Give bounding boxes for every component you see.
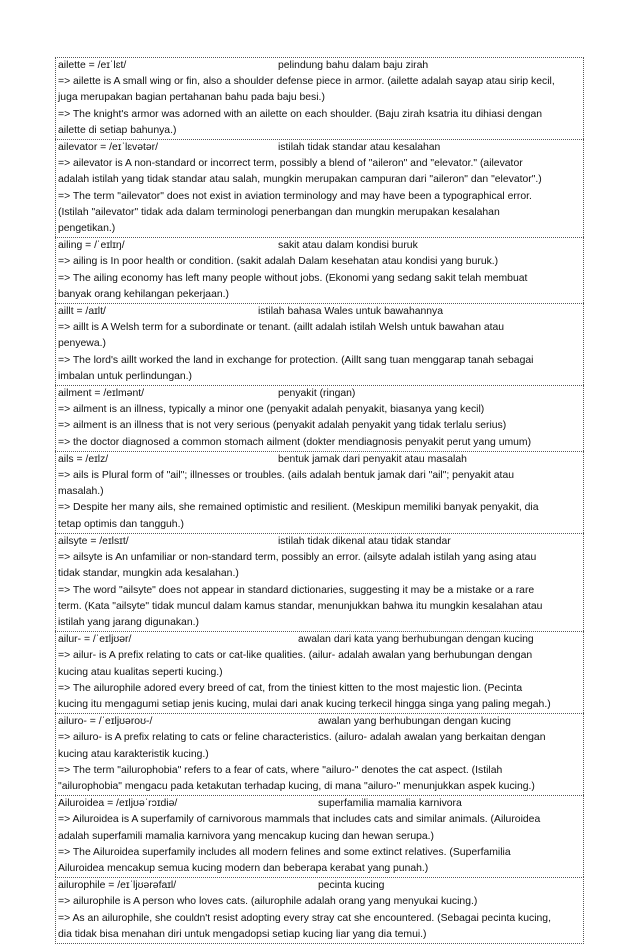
entry-line: istilah yang jarang digunakan.) bbox=[58, 616, 199, 628]
entry-line: => The Ailuroidea superfamily includes all modern felines and some extinct relatives. (Superfamilia bbox=[58, 846, 511, 858]
entry-line: kucing itu mengagumi setiap jenis kucing, mulai dari anak kucing terkecil hingga singa yang paling megah.) bbox=[58, 698, 551, 710]
entry-header bbox=[56, 304, 583, 320]
entry-line: => ailment is an illness that is not very serious (penyakit adalah penyakit yang tidak terlalu serius) bbox=[58, 420, 507, 432]
entry-line: => ailur- is A prefix relating to cats or cat-like qualities. (ailur- adalah awalan yang berhubungan dengan bbox=[58, 650, 533, 662]
dictionary-entry bbox=[55, 795, 584, 877]
entry-header bbox=[56, 140, 583, 156]
entry-term: ailing = /ˈeɪlɪŋ/ bbox=[58, 240, 125, 252]
entry-line: => The term "ailevator" does not exist in aviation terminology and may have been a typographical error. bbox=[58, 190, 532, 202]
entry-term: ailment = /eɪlmənt/ bbox=[58, 388, 144, 400]
dictionary-entry bbox=[55, 631, 584, 713]
entry-line: => The word "ailsyte" does not appear in standard dictionaries, suggesting it may be a mistake or a rare bbox=[58, 584, 535, 596]
entry-term: ailette = /eɪˈlɛt/ bbox=[58, 60, 127, 71]
entry-term: ailevator = /eɪˈlɛvətər/ bbox=[58, 142, 158, 154]
entry-line: (Istilah "ailevator" tidak ada dalam terminologi penerbangan dan mungkin merupakan kesalahan bbox=[58, 206, 500, 218]
entry-line: => ailevator is A non-standard or incorrect term, possibly a blend of "aileron" and "elevator." (ailevator bbox=[58, 158, 523, 170]
entry-term: aillt = /aɪlt/ bbox=[58, 306, 106, 318]
entry-line: tidak standar, mungkin ada kesalahan.) bbox=[58, 568, 239, 580]
entry-header bbox=[56, 534, 583, 550]
entry-gloss: bentuk jamak dari penyakit atau masalah bbox=[278, 453, 467, 465]
entry-line: => the doctor diagnosed a common stomach ailment (dokter mendiagnosis penyakit perut yang umum) bbox=[58, 436, 532, 448]
entry-line: Ailuroidea mencakup semua kucing modern dan beberapa kerabat yang punah.) bbox=[58, 862, 429, 874]
entry-line: => The ailing economy has left many people without jobs. (Ekonomi yang sedang sakit telah membuat bbox=[58, 272, 528, 284]
entry-line: => aillt is A Welsh term for a subordinate or tenant. (aillt adalah istilah Welsh untuk bawahan atau bbox=[58, 322, 505, 334]
entry-line: => ailsyte is An unfamiliar or non-standard term, possibly an error. (ailsyte adalah istilah yang asing atau bbox=[58, 552, 537, 564]
entry-header bbox=[56, 796, 583, 812]
entry-line: => The ailurophile adored every breed of cat, from the tiniest kitten to the most majestic lion. (Pecinta bbox=[58, 682, 523, 694]
entry-line: => ailment is an illness, typically a minor one (penyakit adalah penyakit, biasanya yang kecil) bbox=[58, 404, 485, 416]
entry-gloss: istilah tidak dikenal atau tidak standar bbox=[278, 535, 451, 547]
entry-line: kucing atau kualitas seperti kucing.) bbox=[58, 666, 223, 678]
entry-term: ailuro- = /ˈeɪljʊəroʊ-/ bbox=[58, 716, 153, 728]
dictionary-entry bbox=[55, 237, 584, 303]
entry-line: pengetikan.) bbox=[58, 223, 116, 235]
entry-line: adalah superfamili mamalia karnivora yang mencakup kucing dan hewan serupa.) bbox=[58, 830, 435, 842]
entry-line: => ailuro- is A prefix relating to cats or feline characteristics. (ailuro- adalah awalan yang berkaitan dengan bbox=[58, 732, 546, 744]
entry-term: Ailuroidea = /eɪljʊəˈrɔɪdiə/ bbox=[58, 798, 178, 810]
entry-line: => The term "ailurophobia" refers to a fear of cats, where "ailuro-" denotes the cat aspect. (Istilah bbox=[58, 764, 503, 776]
entry-header bbox=[56, 386, 583, 402]
entry-gloss: istilah tidak standar atau kesalahan bbox=[278, 142, 441, 154]
entry-line: adalah istilah yang tidak standar atau salah, mungkin merupakan campuran dari "aileron" dan "elevator".) bbox=[58, 174, 542, 186]
entry-line: tetap optimis dan tangguh.) bbox=[58, 518, 184, 530]
dictionary-entry bbox=[55, 451, 584, 533]
entry-gloss: istilah bahasa Wales untuk bawahannya bbox=[258, 306, 444, 318]
entry-gloss: superfamilia mamalia karnivora bbox=[318, 798, 462, 810]
entry-line: => The knight's armor was adorned with an ailette on each shoulder. (Baju zirah ksatria itu dihiasi dengan bbox=[58, 108, 543, 120]
entry-line: => Despite her many ails, she remained optimistic and resilient. (Meskipun memiliki banyak penyakit, dia bbox=[58, 502, 539, 514]
entry-term: ails = /eɪlz/ bbox=[58, 453, 109, 465]
entry-line: banyak orang kehilangan pekerjaan.) bbox=[58, 288, 229, 300]
entry-line: term. (Kata "ailsyte" tidak muncul dalam kamus standar, menunjukkan bahwa itu mungkin kesalahan atau bbox=[58, 600, 543, 612]
dictionary-entry bbox=[55, 877, 584, 944]
entry-line: => ailurophile is A person who loves cats. (ailurophile adalah orang yang menyukai kucing.) bbox=[58, 896, 478, 908]
entry-line: => ails is Plural form of "ail"; illnesses or troubles. (ails adalah bentuk jamak dari "ail"; penyakit atau bbox=[58, 470, 514, 482]
dictionary-list bbox=[55, 57, 584, 944]
dictionary-entry bbox=[55, 385, 584, 451]
entry-line: kucing atau karakteristik kucing.) bbox=[58, 748, 209, 760]
entry-line: juga merupakan bagian pertahanan bahu pada baju besi.) bbox=[58, 92, 325, 104]
entry-term: ailsyte = /eɪlsɪt/ bbox=[58, 535, 129, 547]
entry-line: dia tidak bisa menahan diri untuk mengadopsi setiap kucing liar yang dia temui.) bbox=[58, 928, 427, 940]
entry-gloss: penyakit (ringan) bbox=[278, 388, 356, 400]
entry-header bbox=[56, 58, 583, 74]
entry-line: => As an ailurophile, she couldn't resist adopting every stray cat she encountered. (Sebagai pecinta kucing, bbox=[58, 912, 551, 924]
entry-header bbox=[56, 452, 583, 468]
entry-line: => Ailuroidea is A superfamily of carnivorous mammals that includes cats and similar animals. (Ailuroidea bbox=[58, 814, 541, 826]
entry-header bbox=[56, 878, 583, 894]
dictionary-entry bbox=[55, 713, 584, 795]
entry-term: ailurophile = /eɪˈljʊərəfaɪl/ bbox=[58, 880, 177, 892]
entry-line: imbalan untuk perlindungan.) bbox=[58, 370, 193, 382]
entry-gloss: pecinta kucing bbox=[318, 880, 385, 892]
entry-line: => The lord's aillt worked the land in exchange for protection. (Aillt sang tuan menggarap tanah sebagai bbox=[58, 354, 534, 366]
entry-term: ailur- = /ˈeɪljʊər/ bbox=[58, 634, 132, 646]
entry-line: penyewa.) bbox=[58, 338, 106, 350]
dictionary-entry bbox=[55, 303, 584, 385]
dictionary-entry bbox=[55, 533, 584, 631]
entry-header bbox=[56, 632, 583, 648]
entry-header bbox=[56, 714, 583, 730]
entry-line: ailette di setiap bahunya.) bbox=[58, 124, 177, 136]
entry-line: => ailette is A small wing or fin, also a shoulder defense piece in armor. (ailette adalah sayap atau sirip kecil, bbox=[58, 76, 555, 88]
entry-gloss: pelindung bahu dalam baju zirah bbox=[278, 60, 429, 71]
dictionary-entry bbox=[55, 139, 584, 237]
entry-gloss: awalan dari kata yang berhubungan dengan kucing bbox=[298, 634, 534, 646]
entry-gloss: sakit atau dalam kondisi buruk bbox=[278, 240, 418, 252]
entry-line: => ailing is In poor health or condition. (sakit adalah Dalam kesehatan atau kondisi yang buruk.) bbox=[58, 256, 499, 268]
entry-line: masalah.) bbox=[58, 486, 104, 498]
entry-header bbox=[56, 238, 583, 254]
dictionary-entry bbox=[55, 57, 584, 139]
entry-line: "ailurophobia" mengacu pada ketakutan terhadap kucing, di mana "ailuro-" menunjukkan aspek kucing.) bbox=[58, 780, 535, 792]
entry-gloss: awalan yang berhubungan dengan kucing bbox=[318, 716, 511, 728]
